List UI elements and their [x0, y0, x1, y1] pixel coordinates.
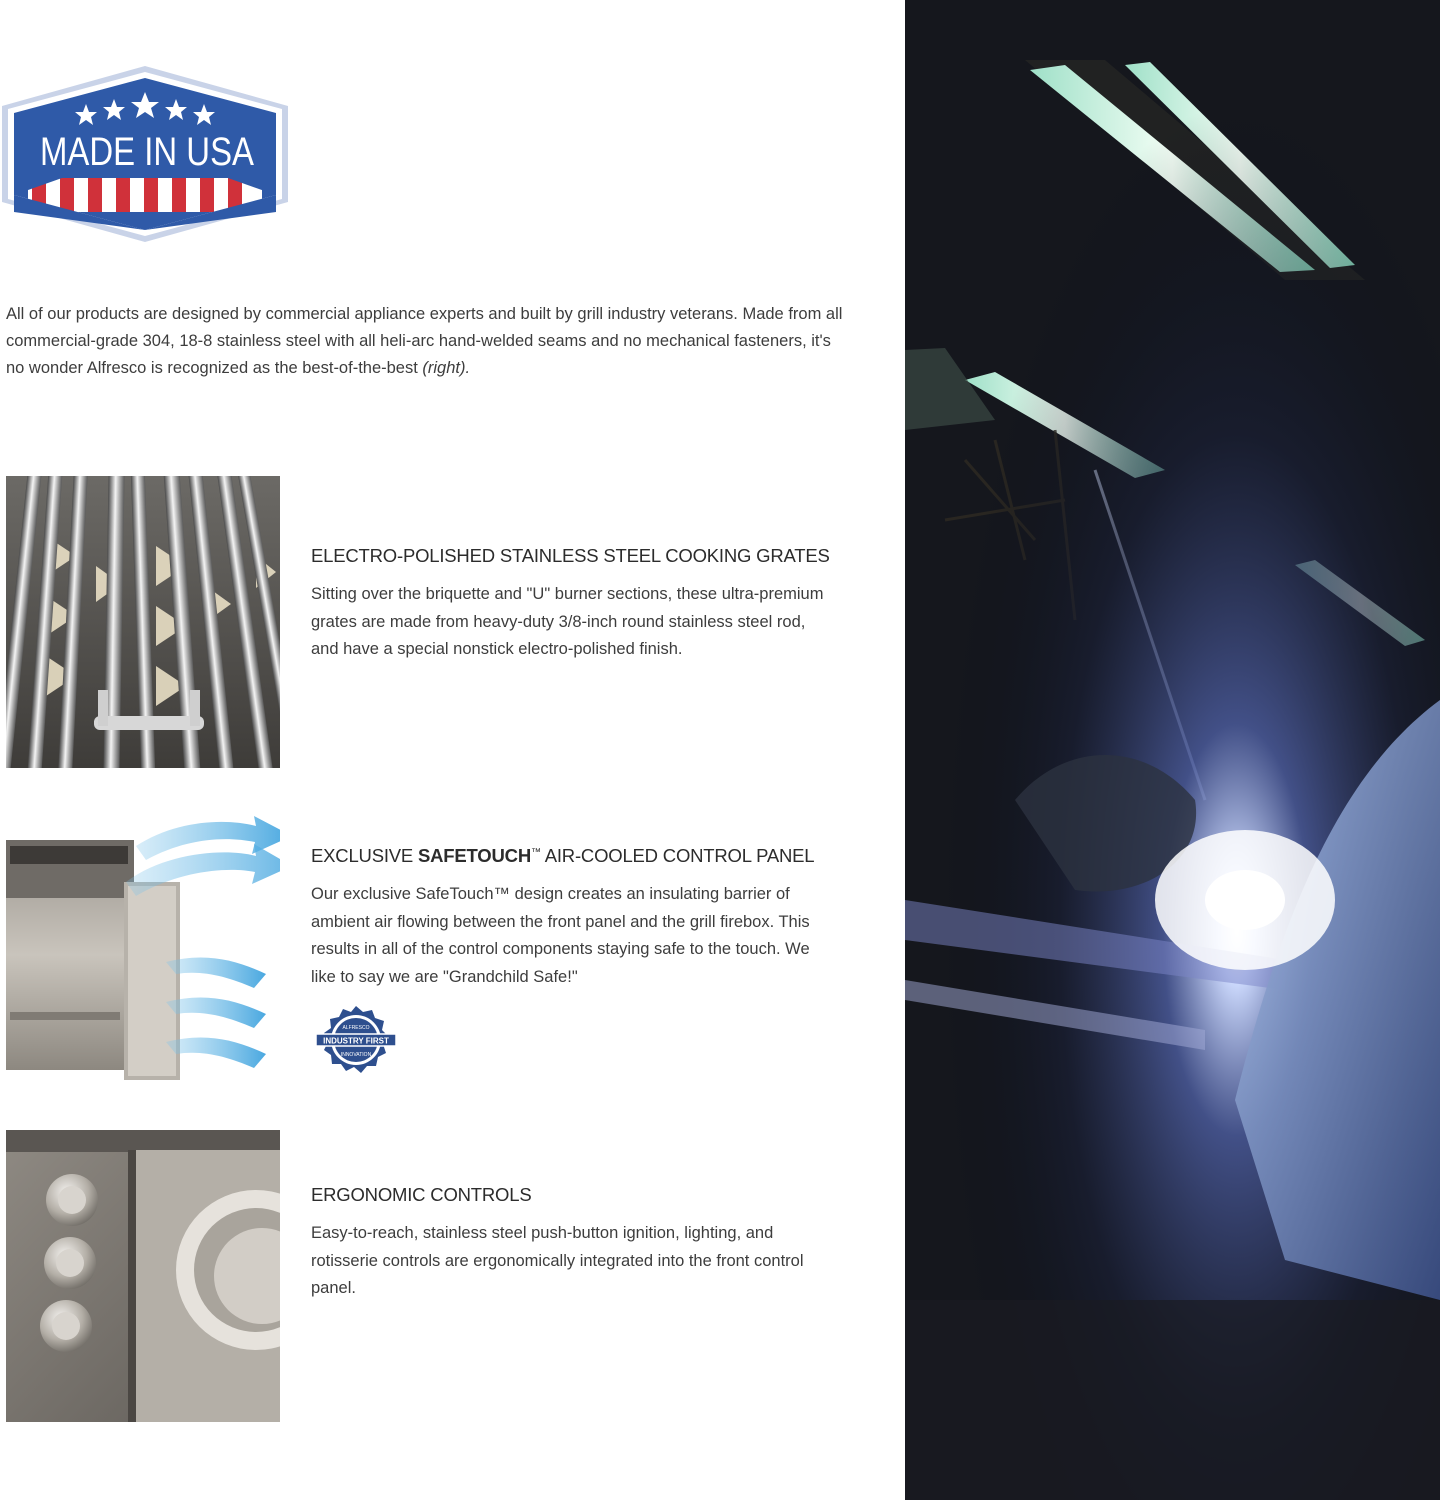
feature-safetouch [311, 845, 831, 991]
feature-title: ELECTRO-POLISHED STAINLESS STEEL COOKING GRATES [311, 545, 830, 566]
control-buttons-photo [6, 1130, 280, 1422]
feature-title-prefix: EXCLUSIVE [311, 845, 418, 866]
feature-body: Our exclusive SafeTouch™ design creates an insulating barrier of ambient air flowing between the front panel and the grill firebox. This results in all of the control components staying safe to the touch. We like to say we are "Grandchild Safe!" [311, 885, 810, 986]
seal-top-text: ALFRESCO [342, 1025, 370, 1031]
intro-text: All of our products are designed by commercial appliance experts and built by grill industry veterans. Made from all commercial-grade 304, 18-8 stainless steel with all heli-arc hand-welded seams and no mechanical fasteners, it's no wonder Alfresco is recognized as the best-of-the-best [6, 304, 843, 377]
industry-first-seal [313, 1004, 399, 1076]
feature-cooking-grates [311, 545, 831, 664]
seal-middle-text: INDUSTRY FIRST [323, 1036, 389, 1046]
air-cooled-panel-photo [6, 812, 280, 1094]
feature-title-suffix: AIR-COOLED CONTROL PANEL [540, 845, 815, 866]
trademark-symbol: ™ [530, 846, 541, 858]
feature-ergonomic-controls [311, 1184, 831, 1303]
seal-bottom-text: INNOVATION [340, 1052, 372, 1058]
welder-photo [905, 0, 1440, 1500]
feature-title [311, 845, 831, 867]
feature-title-brand: SAFETOUCH [418, 845, 531, 866]
badge-text: MADE IN USA [40, 130, 255, 174]
cooking-grates-photo [6, 476, 280, 768]
feature-body: Easy-to-reach, stainless steel push-button ignition, lighting, and rotisserie controls are ergonomically integrated into the front control panel. [311, 1224, 804, 1297]
made-in-usa-badge [2, 66, 288, 242]
intro-emphasis: (right). [422, 358, 471, 377]
feature-body: Sitting over the briquette and "U" burner sections, these ultra-premium grates are made from heavy-duty 3/8-inch round stainless steel rod, and have a special nonstick electro-polished finish. [311, 585, 824, 658]
feature-title: ERGONOMIC CONTROLS [311, 1184, 532, 1205]
intro-paragraph [6, 301, 846, 382]
